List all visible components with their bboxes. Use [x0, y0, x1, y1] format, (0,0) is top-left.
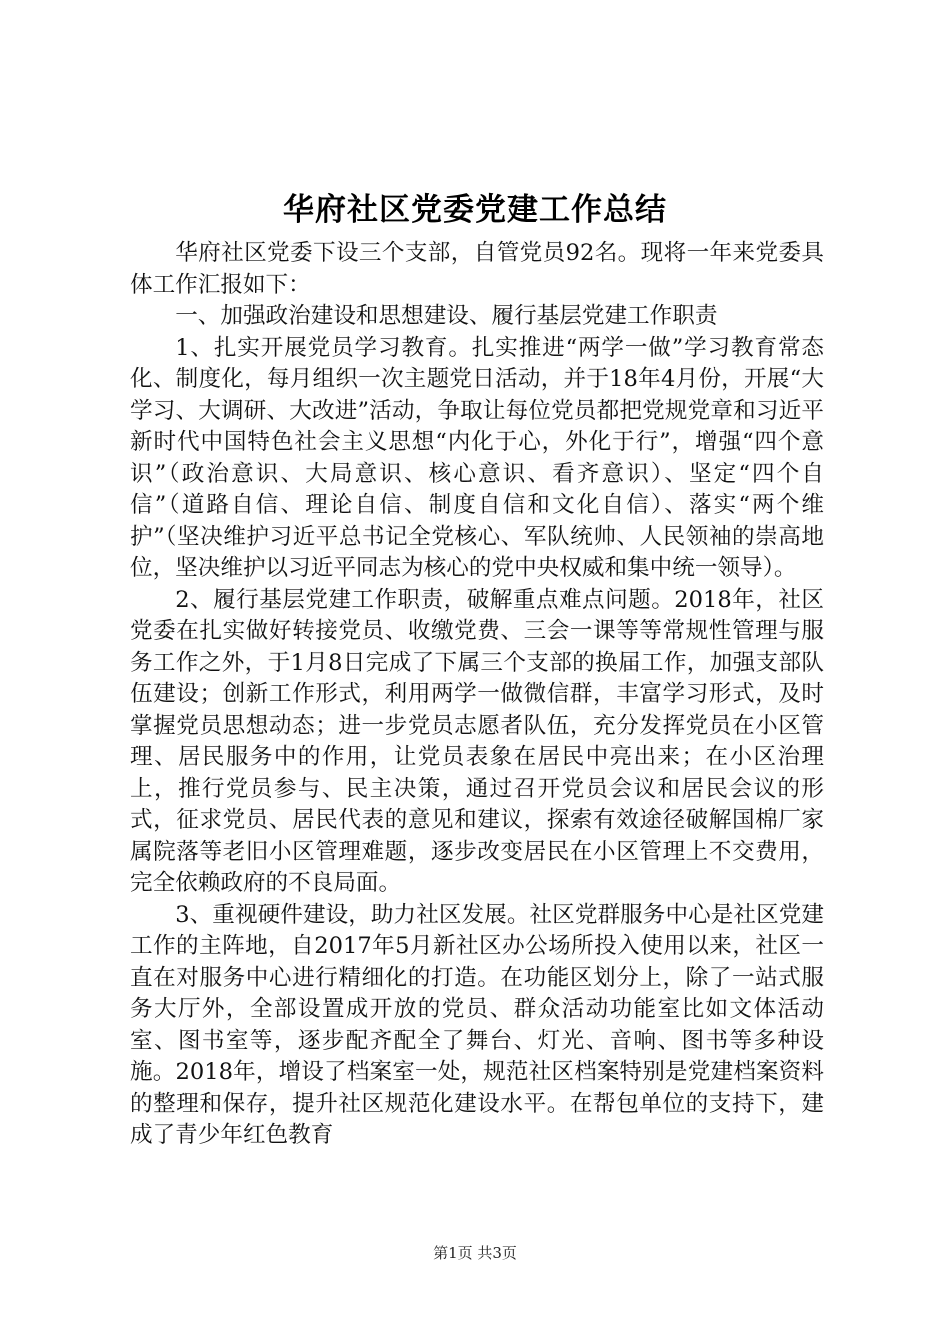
paragraph-item-3: 3、重视硬件建设，助力社区发展。社区党群服务中心是社区党建工作的主阵地，自2017年5月新社区办公场所投入使用以来，社区一直在对服务中心进行精细化的打造。在功能区划分上，除了一站式服务大厅外，全部设置成开放的党员、群众活动功能室比如文体活动室、图书室等，逐步配齐配全了舞台、灯光、音响、图书等多种设施。2018年，增设了档案室一处，规范社区档案特别是党建档案资料的整理和保存，提升社区规范化建设水平。在帮包单位的支持下，建成了青少年红色教育 — [130, 901, 824, 1148]
paragraph-item-1: 1、扎实开展党员学习教育。扎实推进“两学一做”学习教育常态化、制度化，每月组织一次主题党日活动，并于18年4月份，开展“大学习、大调研、大改进”活动，争取让每位党员都把党规党章和习近平新时代中国特色社会主义思想“内化于心，外化于行”，增强“四个意识”（政治意识、大局意识、核心意识、看齐意识）、坚定“四个自信”（道路自信、理论自信、制度自信和文化自信）、落实“两个维护”（坚决维护习近平总书记全党核心、军队统帅、人民领袖的崇高地位，坚决维护以习近平同志为核心的党中央权威和集中统一领导）。 — [130, 334, 824, 581]
page-number-footer: 第1页 共3页 — [433, 1244, 517, 1262]
document-title: 华府社区党委党建工作总结 — [283, 192, 667, 228]
paragraph-item-2: 2、履行基层党建工作职责，破解重点难点问题。2018年，社区党委在扎实做好转接党员、收缴党费、三会一课等等常规性管理与服务工作之外，于1月8日完成了下属三个支部的换届工作，加强支部队伍建设；创新工作形式，利用两学一做微信群，丰富学习形式，及时掌握党员思想动态；进一步党员志愿者队伍，充分发挥党员在小区管理、居民服务中的作用，让党员表象在居民中亮出来；在小区治理上，推行党员参与、民主决策，通过召开党员会议和居民会议的形式，征求党员、居民代表的意见和建议，探索有效途径破解国棉厂家属院落等老旧小区管理难题，逐步改变居民在小区管理上不交费用，完全依赖政府的不良局面。 — [130, 586, 824, 896]
document-body — [130, 238, 824, 1152]
section-heading-1: 一、加强政治建设和思想建设、履行基层党建工作职责 — [175, 303, 718, 329]
paragraph-intro: 华府社区党委下设三个支部，自管党员92名。现将一年来党委具体工作汇报如下： — [130, 240, 824, 298]
